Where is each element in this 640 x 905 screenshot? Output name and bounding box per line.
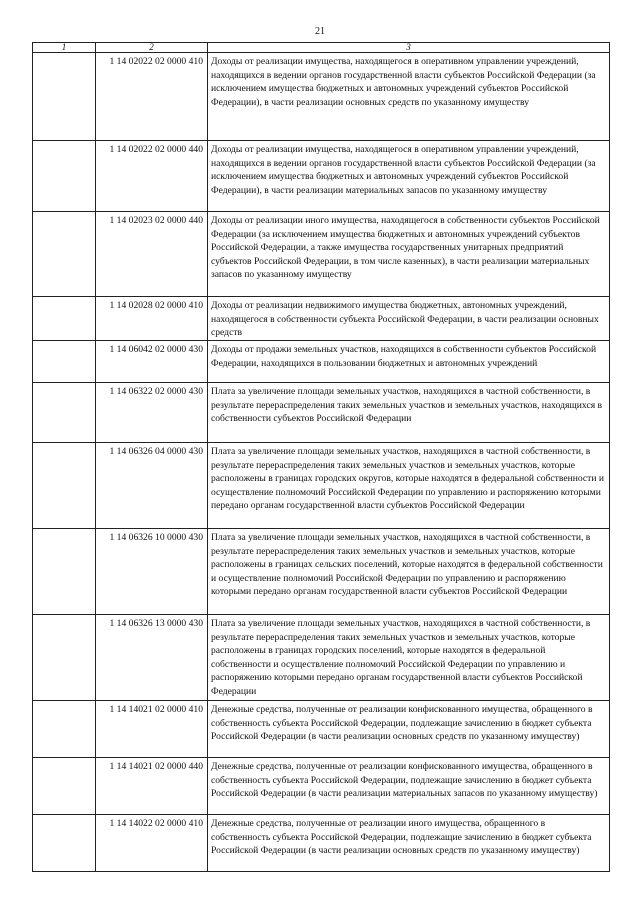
revenue-code: 1 14 02022 02 0000 440 <box>96 141 208 212</box>
revenue-description: Плата за увеличение площади земельных участков, находящихся в частной собственности, в результате перераспределения таких земельных участков и земельных участков, которые расположены в границах сельских поселений, которые находятся в федеральной собственности и осуществление полномочий Российской Федерации по управлению и распоряжению которыми передано органам государственной власти субъектов Российской Федерации <box>208 529 610 615</box>
empty-cell <box>33 758 96 815</box>
revenue-code: 1 14 06326 10 0000 430 <box>96 529 208 615</box>
empty-cell <box>33 815 96 872</box>
revenue-description: Денежные средства, полученные от реализации иного имущества, обращенного в собственность субъекта Российской Федерации, подлежащие зачислению в бюджет субъекта Российской Федерации (в части реализации основных средств по указанному имуществу) <box>208 815 610 872</box>
table-row <box>33 815 610 872</box>
revenue-code: 1 14 06322 02 0000 430 <box>96 383 208 443</box>
empty-cell <box>33 53 96 141</box>
revenue-codes-table <box>32 42 610 872</box>
empty-cell <box>33 141 96 212</box>
revenue-description: Денежные средства, полученные от реализации конфискованного имущества, обращенного в собственность субъекта Российской Федерации, подлежащие зачислению в бюджет субъекта Российской Федерации (в части реализации основных средств по указанному имуществу) <box>208 701 610 758</box>
table-row <box>33 701 610 758</box>
revenue-description: Денежные средства, полученные от реализации конфискованного имущества, обращенного в собственность субъекта Российской Федерации, подлежащие зачислению в бюджет субъекта Российской Федерации (в части реализации материальных запасов по указанному имуществу) <box>208 758 610 815</box>
table-row <box>33 53 610 141</box>
table-header-row <box>33 43 610 53</box>
table-row <box>33 297 610 341</box>
revenue-description: Плата за увеличение площади земельных участков, находящихся в частной собственности, в результате перераспределения таких земельных участков и земельных участков, которые расположены в границах городских округов, которые находятся в федеральной собственности и осуществление полномочий Российской Федерации по управлению и распоряжению которыми передано органам государственной власти субъектов Российской Федерации <box>208 443 610 529</box>
empty-cell <box>33 443 96 529</box>
table-row <box>33 443 610 529</box>
column-header-1: 1 <box>33 43 96 53</box>
revenue-code: 1 14 02022 02 0000 410 <box>96 53 208 141</box>
revenue-description: Доходы от реализации недвижимого имущества бюджетных, автономных учреждений, находящегося в собственности субъекта Российской Федерации, в части реализации основных средств <box>208 297 610 341</box>
table-row <box>33 529 610 615</box>
empty-cell <box>33 212 96 297</box>
empty-cell <box>33 615 96 701</box>
column-header-2: 2 <box>96 43 208 53</box>
empty-cell <box>33 383 96 443</box>
revenue-code: 1 14 14021 02 0000 410 <box>96 701 208 758</box>
empty-cell <box>33 529 96 615</box>
revenue-code: 1 14 14021 02 0000 440 <box>96 758 208 815</box>
table-row <box>33 341 610 383</box>
revenue-description: Плата за увеличение площади земельных участков, находящихся в частной собственности, в результате перераспределения таких земельных участков и земельных участков, которые расположены в границах городских поселений, которые находятся в федеральной собственности и осуществление полномочий Российской Федерации по управлению и распоряжению которыми передано органам государственной власти субъектов Российской Федерации <box>208 615 610 701</box>
empty-cell <box>33 701 96 758</box>
page-number: 21 <box>315 26 325 37</box>
revenue-description: Доходы от реализации имущества, находящегося в оперативном управлении учреждений, находящихся в ведении органов государственной власти субъектов Российской Федерации (за исключением имущества бюджетных и автономных учреждений субъектов Российской Федерации), в части реализации материальных запасов по указанному имуществу <box>208 141 610 212</box>
table-row <box>33 383 610 443</box>
revenue-code: 1 14 06042 02 0000 430 <box>96 341 208 383</box>
empty-cell <box>33 297 96 341</box>
revenue-description: Доходы от реализации имущества, находящегося в оперативном управлении учреждений, находящихся в ведении органов государственной власти субъектов Российской Федерации (за исключением имущества бюджетных и автономных учреждений субъектов Российской Федерации), в части реализации основных средств по указанному имуществу <box>208 53 610 141</box>
revenue-code: 1 14 06326 13 0000 430 <box>96 615 208 701</box>
table-row <box>33 141 610 212</box>
table-row <box>33 758 610 815</box>
revenue-description: Плата за увеличение площади земельных участков, находящихся в частной собственности, в результате перераспределения таких земельных участков и земельных участков, находящихся в собственности субъектов Российской Федерации <box>208 383 610 443</box>
table-row <box>33 615 610 701</box>
revenue-code: 1 14 06326 04 0000 430 <box>96 443 208 529</box>
revenue-description: Доходы от продажи земельных участков, находящихся в собственности субъектов Российской Федерации, находящихся в пользовании бюджетных и автономных учреждений <box>208 341 610 383</box>
column-header-3: 3 <box>208 43 610 53</box>
revenue-code: 1 14 02023 02 0000 440 <box>96 212 208 297</box>
revenue-description: Доходы от реализации иного имущества, находящегося в собственности субъектов Российской Федерации (за исключением имущества бюджетных и автономных учреждений субъектов Российской Федерации, а также имущества государственных унитарных предприятий субъектов Российской Федерации, в том числе казенных), в части реализации материальных запасов по указанному имуществу <box>208 212 610 297</box>
revenue-code: 1 14 02028 02 0000 410 <box>96 297 208 341</box>
table-row <box>33 212 610 297</box>
revenue-code: 1 14 14022 02 0000 410 <box>96 815 208 872</box>
empty-cell <box>33 341 96 383</box>
